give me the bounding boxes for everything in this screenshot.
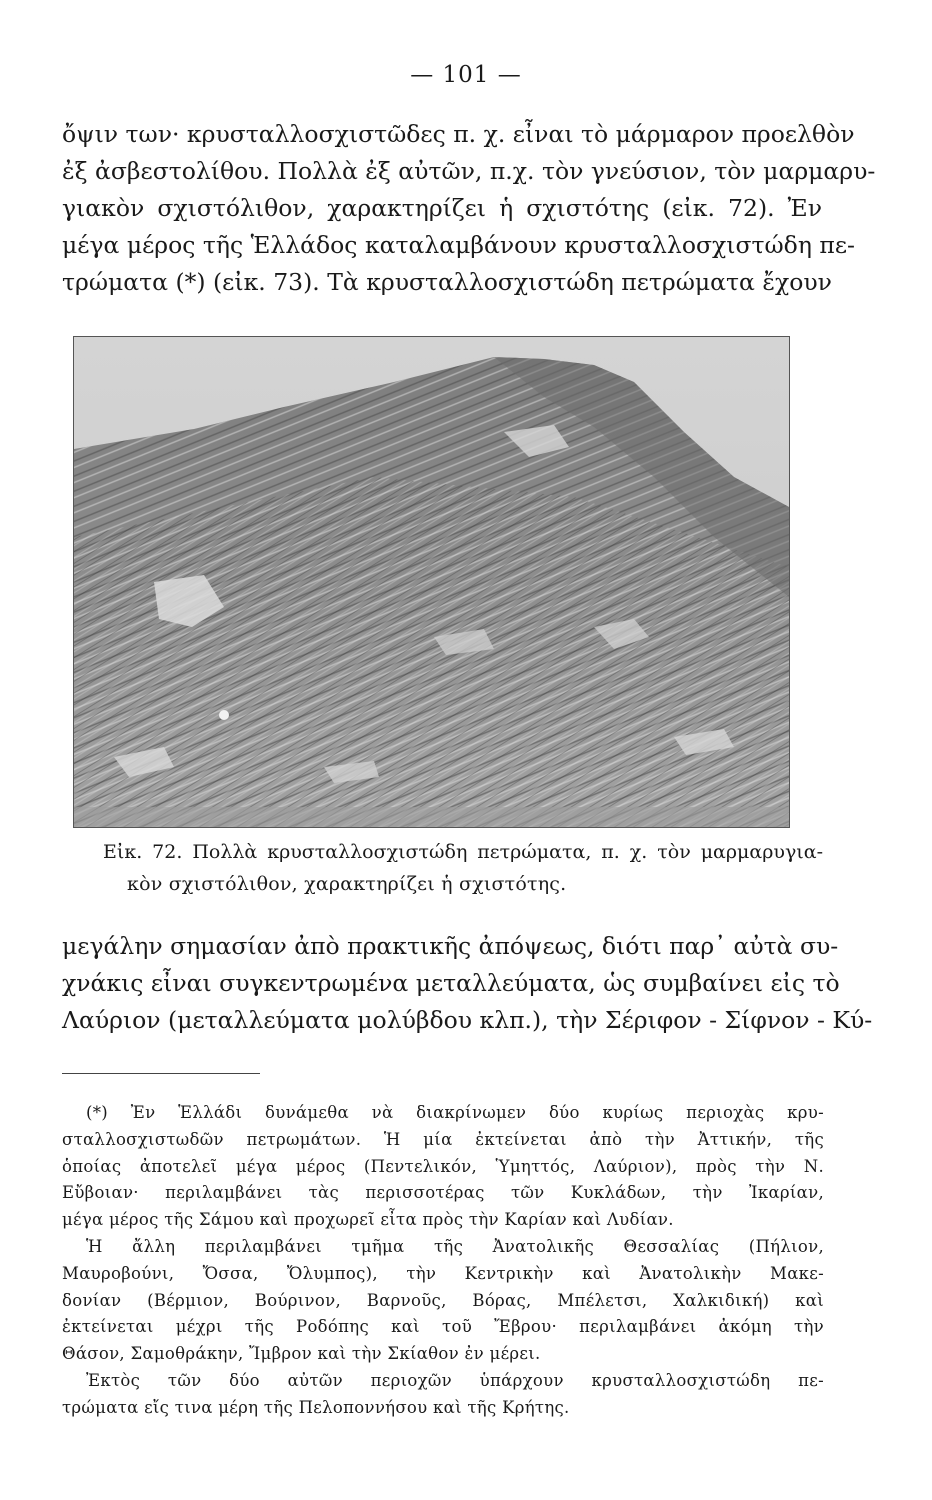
figure-72-caption [103,836,823,900]
footnote-separator [62,1073,260,1074]
text-line: ὄψιν των· κρυσταλλοσχιστῶδες π. χ. εἶναι τὸ μάρμαρον προελθὸν [62,120,855,148]
caption-line: Εἰκ. 72. Πολλὰ κρυσταλλοσχιστώδη πετρώματα, π. χ. τὸν μαρμαρυγια- [103,841,823,863]
footnote-line: Θάσον, Σαμοθράκην, Ἴμβρον καὶ τὴν Σκίαθον ἐν μέρει. [62,1344,541,1364]
mountain-schist-image [74,337,789,827]
footnote-line: Ἐκτὸς τῶν δύο αὐτῶν περιοχῶν ὑπάρχουν κρυσταλλοσχιστώδη πε- [86,1370,824,1390]
footnote-line: δονίαν (Βέρμιον, Βούρινον, Βαρνοῦς, Βόρας, Μπέλετσι, Χαλκιδική) καὶ [62,1290,824,1310]
figure-72-photo [73,336,790,828]
text-line: τρώματα (*) (εἰκ. 73). Τὰ κρυσταλλοσχιστώδη πετρώματα ἔχουν [62,268,832,296]
footnote-line: Εὔβοιαν· περιλαμβάνει τὰς περισσοτέρας τῶν Κυκλάδων, τὴν Ἰκαρίαν, [62,1183,824,1203]
text-line: χνάκις εἶναι συγκεντρωμένα μεταλλεύματα, ὡς συμβαίνει εἰς τὸ [62,969,840,997]
footnote-line: σταλλοσχιστωδῶν πετρωμάτων. Ἡ μία ἐκτείνεται ἀπὸ τὴν Ἀττικήν, τῆς [62,1129,824,1149]
page-number: — 101 — [410,62,522,88]
text-line: Λαύριον (μεταλλεύματα μολύβδου κλπ.), τὴν Σέριφον - Σίφνον - Κύ- [62,1006,873,1034]
paragraph-2 [62,928,873,1039]
footnote-line: (*) Ἐν Ἑλλάδι δυνάμεθα νὰ διακρίνωμεν δύο κυρίως περιοχὰς κρυ- [86,1103,824,1122]
footnote [62,1100,824,1422]
footnote-line: Ἡ ἄλλη περιλαμβάνει τμῆμα τῆς Ἀνατολικῆς Θεσσαλίας (Πήλιον, [86,1236,824,1256]
footnote-line: Μαυροβούνι, Ὄσσα, Ὄλυμπος), τὴν Κεντρικὴν καὶ Ἀνατολικὴν Μακε- [62,1263,824,1283]
text-line: μέγα μέρος τῆς Ἑλλάδος καταλαμβάνουν κρυσταλλοσχιστώδη πε- [62,231,855,259]
caption-line: κὸν σχιστόλιθον, χαρακτηρίζει ἡ σχιστότης. [127,873,567,895]
footnote-line: ὁποίας ἀποτελεῖ μέγα μέρος (Πεντελικόν, Ὑμηττός, Λαύριον), πρὸς τὴν Ν. [62,1156,824,1176]
text-line: ἐξ ἀσβεστολίθου. Πολλὰ ἐξ αὐτῶν, π.χ. τὸν γνεύσιον, τὸν μαρμαρυ- [62,157,876,185]
paragraph-1 [62,116,876,301]
text-line: γιακὸν σχιστόλιθον, χαρακτηρίζει ἡ σχιστότης (εἰκ. 72). Ἐν [62,194,822,222]
footnote-line: ἐκτείνεται μέχρι τῆς Ροδόπης καὶ τοῦ Ἔβρου· περιλαμβάνει ἀκόμη τὴν [62,1317,824,1337]
footnote-line: τρώματα εἴς τινα μέρη τῆς Πελοποννήσου καὶ τῆς Κρήτης. [62,1397,570,1417]
text-line: μεγάλην σημασίαν ἀπὸ πρακτικῆς ἀπόψεως, διότι παρ᾽ αὐτὰ συ- [62,932,839,960]
footnote-line: μέγα μέρος τῆς Σάμου καὶ προχωρεῖ εἶτα πρὸς τὴν Καρίαν καὶ Λυδίαν. [62,1210,674,1230]
